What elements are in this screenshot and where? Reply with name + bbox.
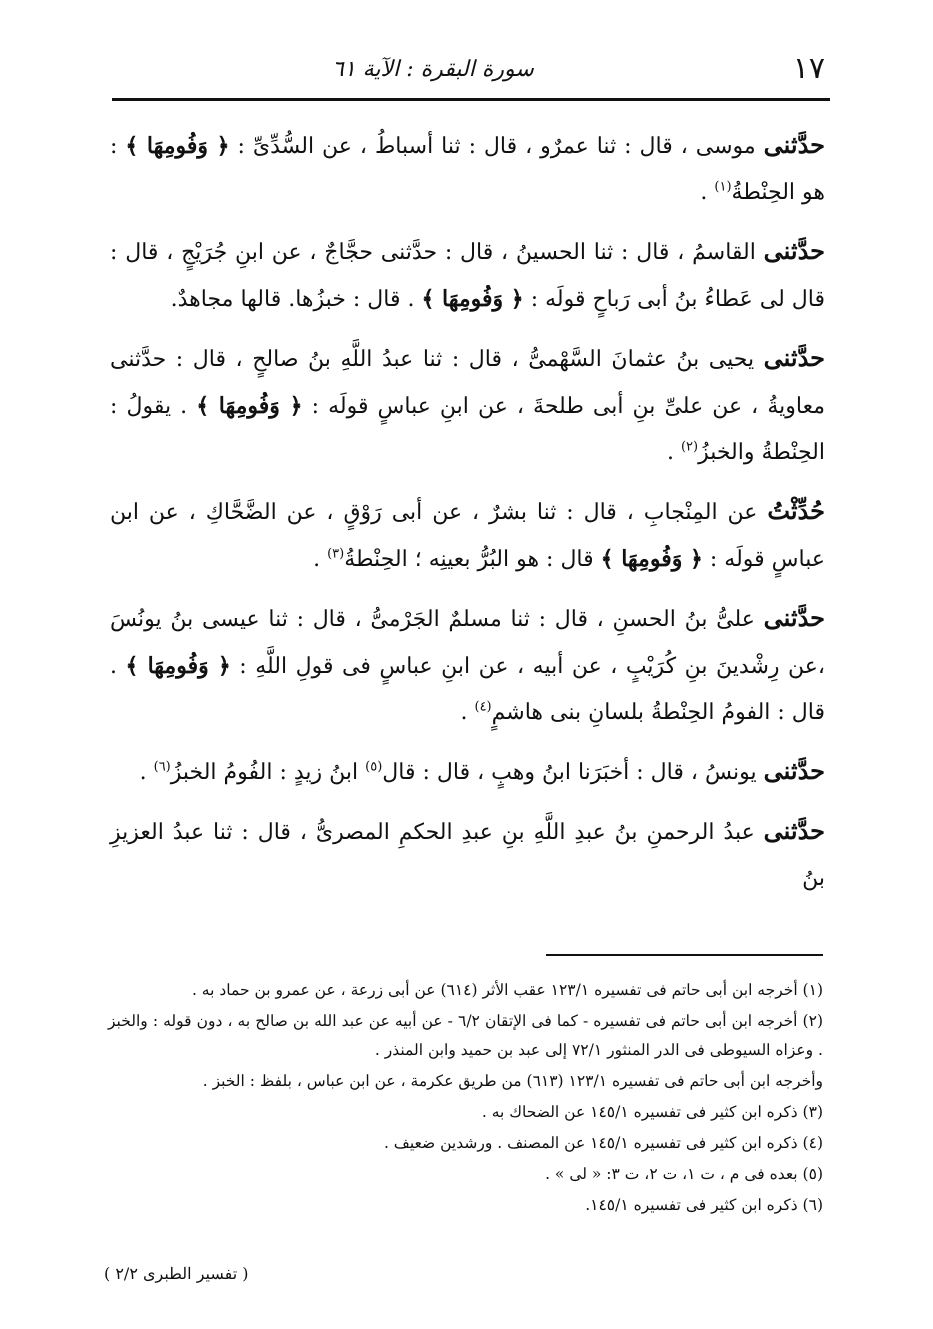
- narration-text: : هو الحِنْطةُ: [110, 134, 825, 205]
- narration-text: يونسُ ، قال : أخبَرَنا ابنُ وهبٍ ، قال : قال: [382, 760, 764, 785]
- quran-quote: ﴿ وَفُومِهَا ﴾: [196, 393, 303, 419]
- narration-end: .: [666, 440, 681, 465]
- running-title: سورة البقرة : الآية ٦١: [332, 56, 534, 82]
- narration-end: .: [139, 760, 154, 785]
- narration-paragraph: [110, 122, 825, 216]
- footnotes: [108, 976, 823, 1222]
- footnote-marker: (٥): [365, 759, 383, 775]
- narration-text: . قال : الفومُ الحِنْطةُ بلسانِ بنى هاشمٍ: [110, 654, 825, 725]
- narration-paragraph: [110, 595, 825, 736]
- narration-lead: حدَّثنى: [763, 343, 825, 372]
- quran-quote: ﴿ وَفُومِهَا ﴾: [125, 133, 230, 159]
- narration-paragraph: [110, 748, 825, 796]
- narration-text: عبدُ الرحمنِ بنُ عبدِ اللَّهِ بنِ عبدِ الحكمِ المصرىُّ ، قال : ثنا عبدُ العزيزِ بنُ: [110, 820, 825, 891]
- quran-quote: ﴿ وَفُومِهَا ﴾: [125, 653, 231, 679]
- narration-text: موسى ، قال : ثنا عمرٌو ، قال : ثنا أسباطُ ، عن السُّدِّىِّ :: [229, 134, 764, 159]
- footnote-item: (١) أخرجه ابن أبى حاتم فى تفسيره ١٢٣/١ عقب الأثر (٦١٤) عن أبى زرعة ، عن عمرو بن حماد به .: [191, 981, 823, 999]
- page-number: ١٧: [792, 51, 825, 86]
- footnote-divider: [546, 954, 823, 956]
- page-header: [112, 44, 825, 94]
- narration-end: .: [700, 180, 715, 205]
- footnote-marker: (٢): [680, 439, 699, 455]
- volume-signature: ( تفسير الطبرى ٢/٢ ): [104, 1264, 249, 1283]
- footnote-item: (٤) ذكره ابن كثير فى تفسيره ١٤٥/١ عن المصنف . ورشدين ضعيف .: [383, 1134, 823, 1152]
- footnote-item: (٦) ذكره ابن كثير فى تفسيره ١٤٥/١.: [585, 1196, 823, 1214]
- quran-quote: ﴿ وَفُومِهَا ﴾: [600, 546, 703, 572]
- narration-paragraph: [110, 228, 825, 323]
- narration-paragraph: [110, 808, 825, 902]
- footnote-item: (٢) أخرجه ابن أبى حاتم فى تفسيره - كما فى الإتقان ٦/٢ - عن أبيه عن عبد الله بن صالح به ، دون قوله : والخبز . وعزاه السيوطى فى الدر المنثور ٧٢/١ إلى عبد بن حميد وابن المنذر .: [108, 1012, 823, 1059]
- narration-end: .: [313, 547, 328, 572]
- narration-lead: حدَّثنى: [763, 130, 825, 159]
- main-text: [110, 122, 825, 902]
- narration-paragraph: [110, 335, 825, 476]
- footnote-item: (٥) بعده فى م ، ت ١، ت ٢، ت ٣: « لى » .: [545, 1165, 823, 1183]
- narration-text: القاسمُ ، قال : ثنا الحسينُ ، قال : حدَّثنى حجَّاجٌ ، عن ابنِ جُرَيْجٍ ، قال : قال لى عَطاءُ بنُ أبى رَباحٍ قولَه :: [110, 240, 825, 312]
- footnote-marker: (١): [714, 179, 732, 195]
- narration-lead: حُدِّثْتُ: [767, 496, 825, 525]
- narration-lead: حدَّثنى: [763, 236, 825, 265]
- narration-text: ابنُ زيدٍ : الفُومُ الخبزُ: [170, 760, 366, 785]
- footnote-item: (٣) ذكره ابن كثير فى تفسيره ١٤٥/١ عن الضحاك به .: [481, 1103, 823, 1121]
- quran-quote: ﴿ وَفُومِهَا ﴾: [421, 286, 524, 312]
- narration-text: قال : هو البُرُّ بعينِه ؛ الحِنْطةُ: [344, 547, 601, 572]
- header-rule: [112, 98, 830, 101]
- narration-lead: حدَّثنى: [763, 756, 825, 785]
- narration-text: عن المِنْجابِ ، قال : ثنا بشرٌ ، عن أبى رَوْقٍ ، عن الضَّحَّاكِ ، عن ابن عباسٍ قولَه :: [110, 500, 825, 572]
- narration-text: . يقولُ : الحِنْطةُ والخبزُ: [110, 394, 825, 465]
- narration-paragraph: [110, 488, 825, 583]
- footnote-marker: (٦): [153, 759, 171, 775]
- footnote-item: وأخرجه ابن أبى حاتم فى تفسيره ١٢٣/١ (٦١٣) من طريق عكرمة ، عن ابن عباس ، بلفظ : الخبز .: [202, 1072, 823, 1090]
- footnote-marker: (٤): [474, 699, 492, 715]
- narration-text: يحيى بنُ عثمانَ السَّهْمىُّ ، قال : ثنا عبدُ اللَّهِ بنُ صالحٍ ، قال : حدَّثنى معاويةُ ، عن علىِّ بنِ أبى طلحةَ ، عن ابنِ عباسٍ قولَه :: [110, 347, 825, 419]
- narration-lead: حدَّثنى: [763, 603, 825, 632]
- narration-end: .: [460, 700, 475, 725]
- narration-text: . قال : خبزُها. قالها مجاهدٌ.: [170, 287, 422, 312]
- footnote-marker: (٣): [327, 546, 345, 562]
- narration-lead: حدَّثنى: [763, 816, 826, 845]
- narration-text: علىُّ بنُ الحسنِ ، قال : ثنا مسلمٌ الجَرْمىُّ ، قال : ثنا عيسى بنُ يونُسَ ،عن رِشْدينَ بنِ كُرَيْبٍ ، عن أبيه ، عن ابنِ عباسٍ فى قولِ اللَّهِ :: [110, 607, 825, 679]
